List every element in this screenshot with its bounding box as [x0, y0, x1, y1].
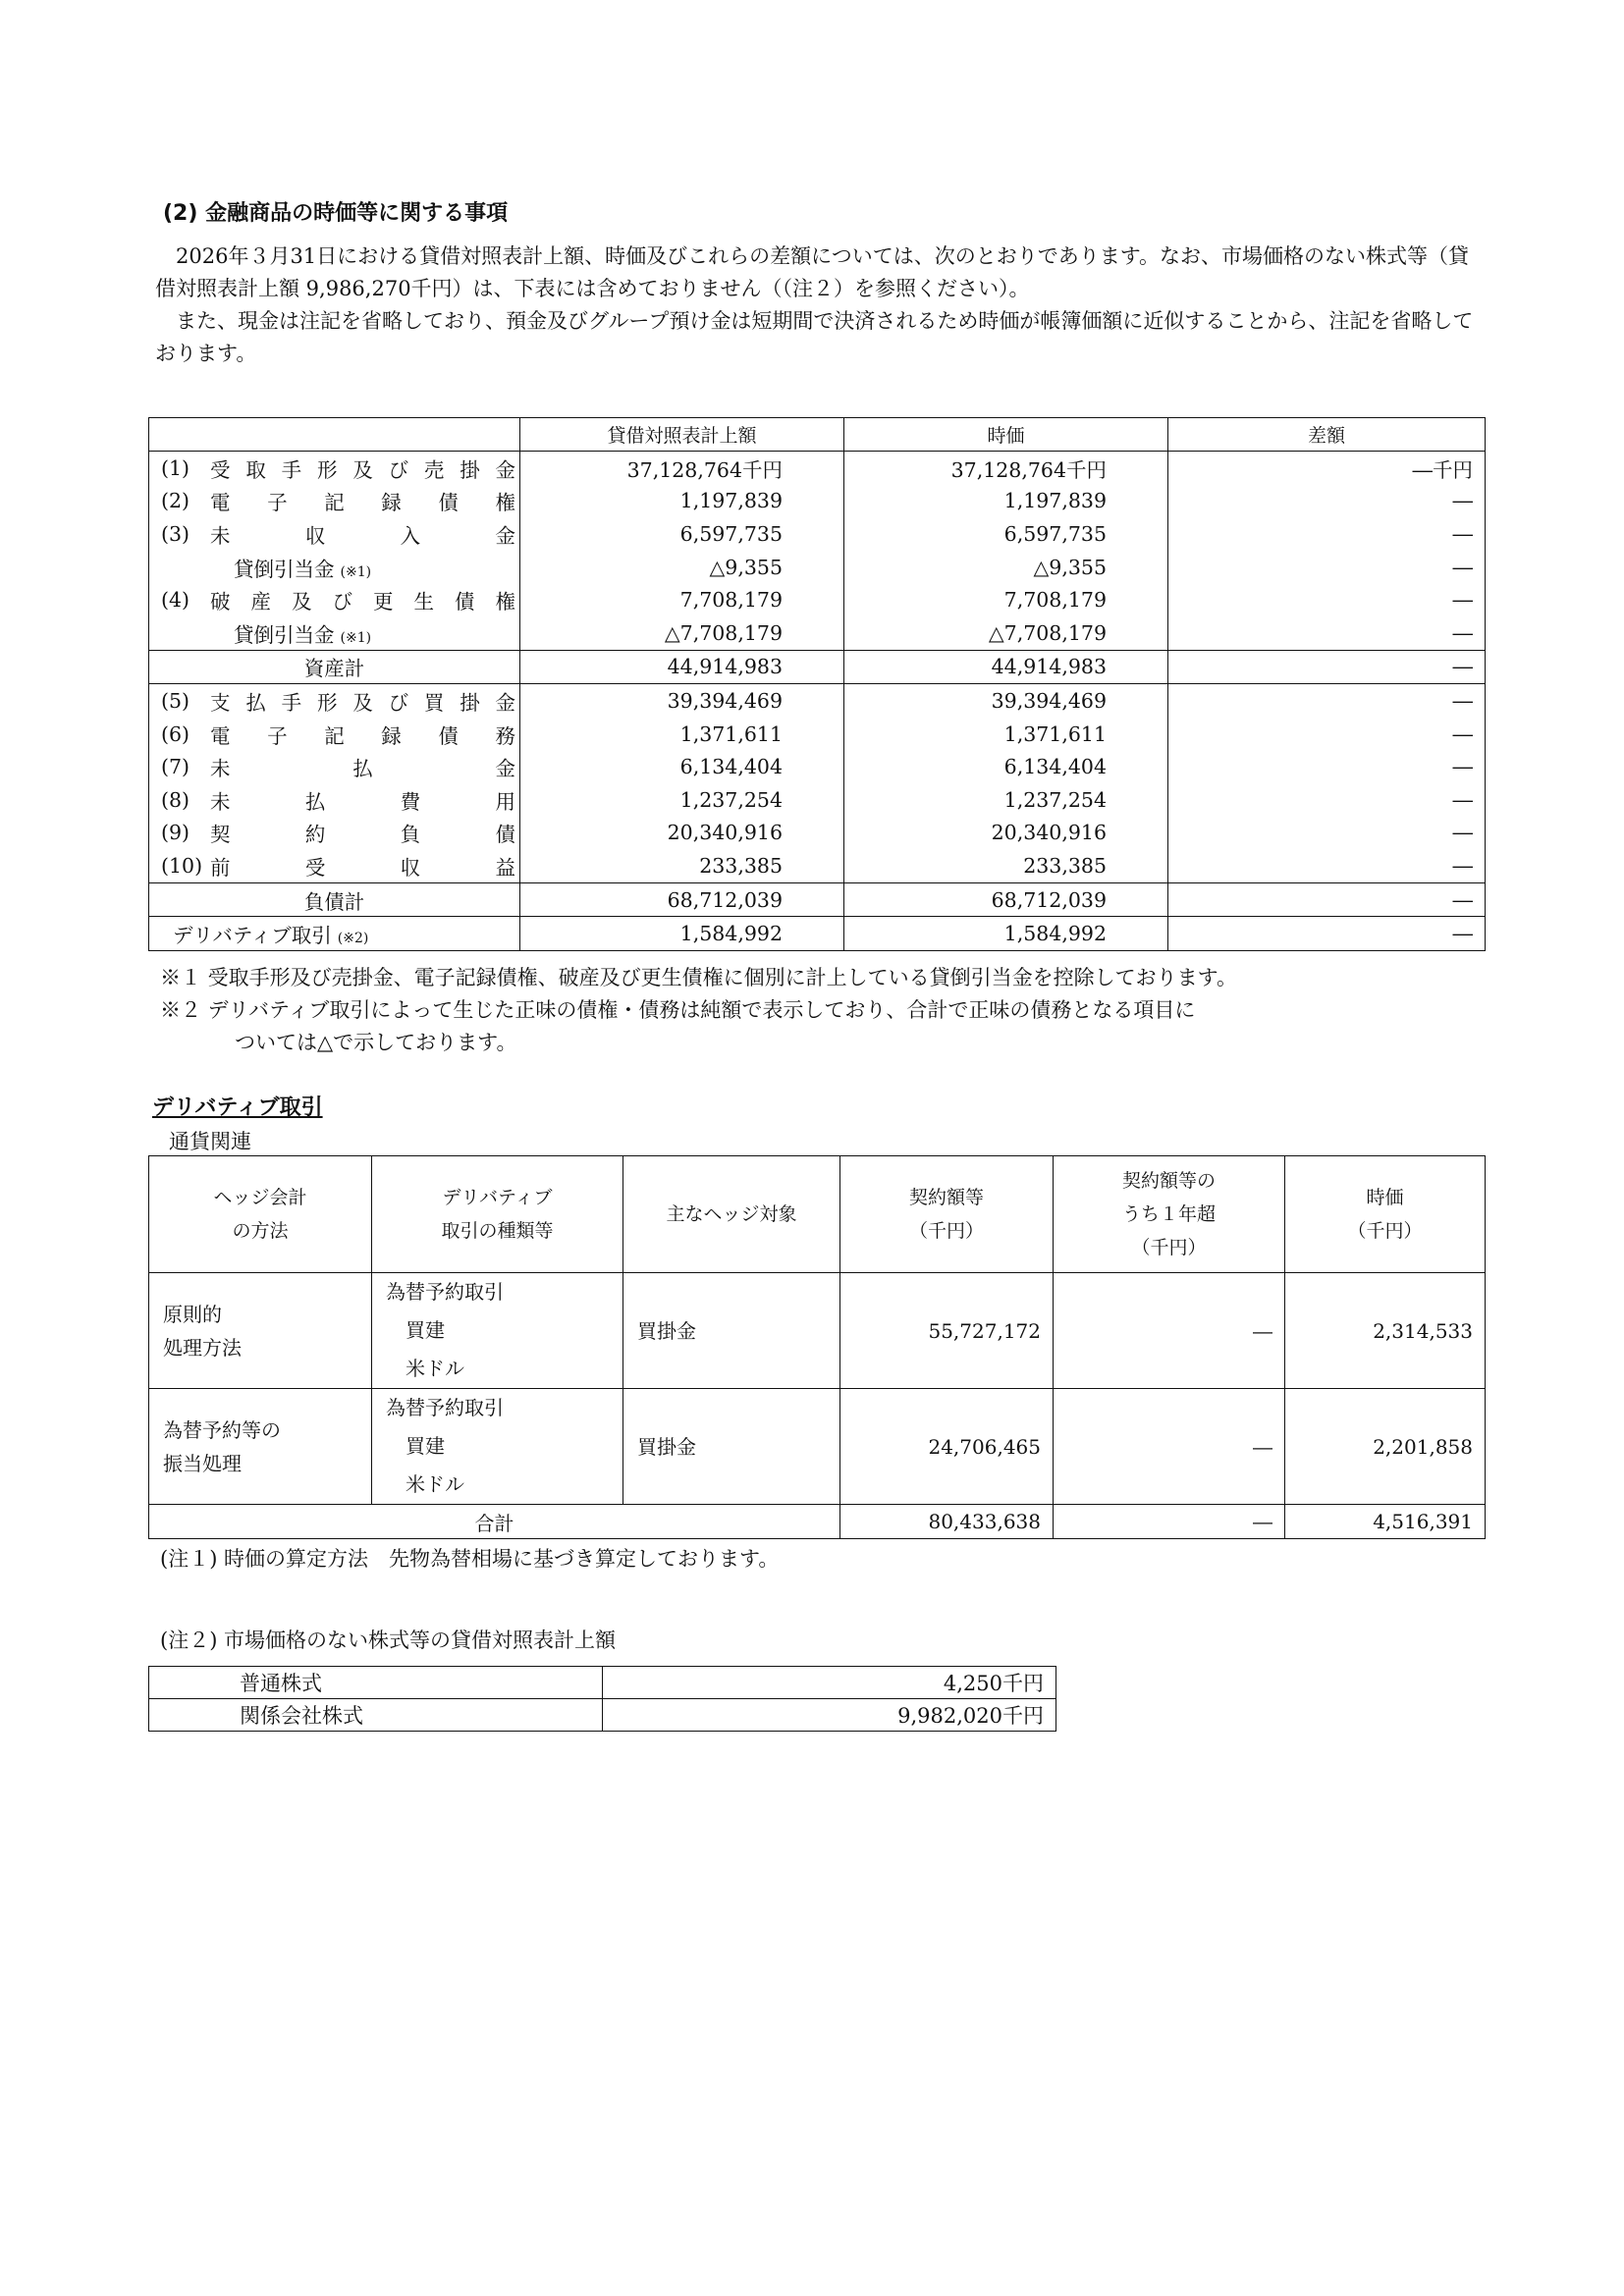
header-line: 契約額等: [908, 1187, 984, 1208]
note-1: ※１ 受取手形及び売掛金、電子記録債権、破産及び更生債権に個別に計上している貸倒引当金を控除しております。: [160, 966, 1237, 989]
row-number: (5): [161, 688, 190, 713]
label-char: 手: [281, 457, 302, 482]
row-label-cell: [149, 583, 520, 616]
difference-cell: ―: [1168, 551, 1486, 584]
label-char: 収: [304, 523, 326, 548]
header-line: デリバティブ: [442, 1187, 553, 1208]
derivatives-header-cell: [840, 1156, 1054, 1273]
row-label-cell: [149, 650, 520, 684]
difference-cell: ―: [1168, 849, 1486, 882]
row-label-wrap: [149, 452, 519, 485]
row-label-wrap: [149, 849, 519, 882]
book-value-cell: 6,134,404: [520, 750, 844, 783]
row-label-wrap: [149, 783, 519, 817]
label-char: 産: [250, 590, 271, 614]
label-char: 形: [316, 457, 338, 482]
difference-cell: ―: [1168, 882, 1486, 917]
label-char: 金: [495, 690, 515, 715]
table-row: [149, 718, 1486, 751]
label-char: 入: [400, 523, 421, 548]
table-row: [149, 917, 1486, 951]
fair-value-cell: 39,394,469: [844, 684, 1168, 718]
unlisted-row: [149, 1699, 1056, 1732]
derivatives-header-cell: [372, 1156, 623, 1273]
difference-cell: ―: [1168, 650, 1486, 684]
row-label-cell: [149, 684, 520, 718]
table-row: [149, 849, 1486, 882]
label-char: 費: [400, 789, 421, 814]
fair-value-cell: 6,597,735: [844, 517, 1168, 551]
fair-value-cell: 68,712,039: [844, 882, 1168, 917]
table-row: [149, 616, 1486, 650]
label-char: 用: [495, 789, 515, 814]
book-value-cell: 1,584,992: [520, 917, 844, 951]
book-value-cell: 20,340,916: [520, 817, 844, 850]
unlisted-table: [148, 1666, 1056, 1732]
label-char: 務: [495, 723, 515, 748]
label-char: 電: [210, 491, 231, 515]
row-label: [210, 686, 519, 716]
label-char: 破: [210, 590, 231, 614]
difference-cell: ―: [1168, 517, 1486, 551]
row-number: (8): [161, 787, 190, 812]
derivatives-row: [149, 1273, 1486, 1389]
difference-cell: ―千円: [1168, 452, 1486, 485]
hedge-method-line: 処理方法: [163, 1335, 242, 1360]
book-value-cell: 6,597,735: [520, 517, 844, 551]
row-label-wrap: [149, 718, 519, 751]
table-row: [149, 583, 1486, 616]
sub-label: 貸倒引当金: [234, 557, 335, 581]
label-char: 記: [324, 491, 345, 515]
label-char: 未: [210, 789, 231, 814]
row-label-cell: [149, 917, 520, 951]
difference-cell: ―: [1168, 817, 1486, 850]
derivatives-note-1: (注１) 時価の算定方法 先物為替相場に基づき算定しております。: [160, 1547, 780, 1571]
difference-cell: ―: [1168, 616, 1486, 650]
derivatives-subtitle: 通貨関連: [169, 1130, 251, 1153]
total-amount-cell: 80,433,638: [840, 1505, 1054, 1539]
difference-cell: ―: [1168, 485, 1486, 518]
table-row: [149, 517, 1486, 551]
fair-value-cell: 2,201,858: [1285, 1389, 1486, 1505]
derivative-type-line: 米ドル: [386, 1472, 464, 1496]
label-char: 債: [438, 491, 459, 515]
header-line: の方法: [232, 1220, 289, 1242]
intro-text-1: 2026年３月31日における貸借対照表計上額、時価及びこれらの差額については、次のとおりであります。なお、市場価格のない株式等（貸借対照表計上額 9,986,270千円）は、下表には含めておりません（（注２）を参照ください）。: [155, 244, 1470, 300]
row-label-cell: [149, 485, 520, 518]
over-one-year-cell: ―: [1054, 1273, 1285, 1389]
derivative-type-line: 買建: [386, 1318, 445, 1342]
row-number: (9): [161, 821, 190, 845]
label-char: 電: [210, 723, 231, 748]
book-value-cell: 39,394,469: [520, 684, 844, 718]
header-line: （千円）: [1131, 1237, 1207, 1258]
derivatives-header-cell: [623, 1156, 840, 1273]
book-value-cell: 1,371,611: [520, 718, 844, 751]
header-line: 時価: [1366, 1187, 1404, 1208]
label-char: 取: [245, 457, 266, 482]
book-value-cell: 7,708,179: [520, 583, 844, 616]
total-over-one-year-cell: ―: [1054, 1505, 1285, 1539]
intro-text-2: また、現金は注記を省略しており、預金及びグループ預け金は短期間で決済されるため時価が帳簿価額に近似することから、注記を省略しております。: [155, 309, 1474, 365]
total-row: [149, 650, 1486, 684]
label-char: 払: [304, 789, 326, 814]
row-number: (1): [161, 455, 190, 480]
book-value-cell: 1,237,254: [520, 783, 844, 817]
row-label: [210, 720, 519, 749]
label-char: 及: [352, 690, 373, 715]
fair-value-cell: 233,385: [844, 849, 1168, 882]
header-line: 取引の種類等: [441, 1220, 554, 1242]
header-cell: 差額: [1168, 418, 1486, 452]
row-number: (3): [161, 521, 190, 546]
hedge-target-cell: 買掛金: [623, 1273, 840, 1389]
label-char: 及: [292, 590, 312, 614]
fair-value-cell: 6,134,404: [844, 750, 1168, 783]
row-label: [210, 818, 519, 847]
fair-value-cell: 37,128,764千円: [844, 452, 1168, 485]
label-char: 払: [352, 757, 373, 781]
difference-cell: ―: [1168, 718, 1486, 751]
contract-amount-cell: 55,727,172: [840, 1273, 1054, 1389]
hedge-method-cell: [149, 1389, 372, 1505]
table-row: [149, 783, 1486, 817]
book-value-cell: 68,712,039: [520, 882, 844, 917]
hedge-method-line: 為替予約等の: [163, 1417, 281, 1442]
label-char: 録: [381, 491, 402, 515]
label-char: 記: [324, 723, 345, 748]
label-char: 掛: [460, 457, 480, 482]
row-label-wrap: [149, 485, 519, 518]
label-char: 未: [210, 757, 231, 781]
total-fair-value-cell: 4,516,391: [1285, 1505, 1486, 1539]
row-label: [210, 585, 519, 614]
fair-value-cell: 1,237,254: [844, 783, 1168, 817]
contract-amount-cell: 24,706,465: [840, 1389, 1054, 1505]
row-label-wrap: [149, 684, 519, 718]
label-char: 受: [210, 457, 231, 482]
row-label-cell: [149, 551, 520, 584]
fair-value-cell: 1,584,992: [844, 917, 1168, 951]
row-label: [210, 851, 519, 881]
total-label: 資産計: [303, 657, 365, 681]
row-label-cell: [149, 452, 520, 485]
label-char: 金: [495, 757, 515, 781]
derivatives-header-cell: [1285, 1156, 1486, 1273]
fair-value-cell: 1,197,839: [844, 485, 1168, 518]
label-char: 収: [400, 855, 421, 880]
table-notes: [160, 962, 1237, 1059]
book-value-cell: 44,914,983: [520, 650, 844, 684]
label-char: 未: [210, 523, 231, 548]
row-label: [210, 752, 519, 781]
fair-value-cell: 44,914,983: [844, 650, 1168, 684]
row-label: [210, 486, 519, 515]
label-char: 約: [304, 823, 326, 847]
hedge-method-cell: [149, 1273, 372, 1389]
intro-paragraph: [155, 240, 1481, 370]
label-char: 益: [495, 855, 515, 880]
row-label-cell: [149, 750, 520, 783]
stock-type-cell: 普通株式: [149, 1667, 603, 1699]
row-label-cell: [149, 783, 520, 817]
note-mark: (※1): [340, 563, 372, 580]
stock-type-cell: 関係会社株式: [149, 1699, 603, 1732]
label-char: 払: [245, 690, 266, 715]
row-label-wrap: [149, 517, 519, 551]
header-line: 主なヘッジ対象: [666, 1203, 797, 1225]
header-cell: 貸借対照表計上額: [520, 418, 844, 452]
row-label: [210, 785, 519, 815]
book-value-cell: △7,708,179: [520, 616, 844, 650]
over-one-year-cell: ―: [1054, 1389, 1285, 1505]
note-mark: (※1): [340, 629, 372, 646]
label-char: 債: [438, 723, 459, 748]
row-number: (2): [161, 489, 190, 513]
difference-cell: ―: [1168, 684, 1486, 718]
derivatives-total-row: [149, 1505, 1486, 1539]
stock-value-cell: 9,982,020千円: [603, 1699, 1056, 1732]
header-line: ヘッジ会計: [213, 1187, 307, 1208]
table-row: [149, 452, 1486, 485]
table-row: [149, 551, 1486, 584]
book-value-cell: 37,128,764千円: [520, 452, 844, 485]
derivative-type-line: 為替予約取引: [386, 1396, 504, 1419]
label-char: 売: [423, 457, 445, 482]
label-char: 債: [455, 590, 475, 614]
table-row: [149, 817, 1486, 850]
section-title: (2) 金融商品の時価等に関する事項: [163, 201, 509, 226]
row-label-cell: [149, 616, 520, 650]
header-line: 契約額等の: [1121, 1170, 1216, 1192]
label-char: 受: [304, 855, 326, 880]
total-label: 負債計: [303, 889, 365, 914]
label-char: 負: [400, 823, 421, 847]
label-char: び: [332, 590, 352, 614]
row-label: [210, 454, 519, 483]
total-row: [149, 882, 1486, 917]
label-char: 前: [210, 855, 231, 880]
unlisted-title: (注２) 市場価格のない株式等の貸借対照表計上額: [160, 1629, 617, 1652]
fair-value-cell: △7,708,179: [844, 616, 1168, 650]
table-row: [149, 485, 1486, 518]
row-label-wrap: [149, 750, 519, 783]
label-char: 権: [495, 590, 515, 614]
difference-cell: ―: [1168, 583, 1486, 616]
table-row: [149, 684, 1486, 718]
difference-cell: ―: [1168, 783, 1486, 817]
note-2b: ついては△で示しております。: [235, 1031, 517, 1054]
row-label-wrap: [149, 817, 519, 850]
label-char: 形: [316, 690, 338, 715]
label-char: 及: [352, 457, 373, 482]
total-label: 合計: [149, 1505, 840, 1539]
label-char: 掛: [460, 690, 480, 715]
row-label-cell: [149, 849, 520, 882]
derivative-type-line: 買建: [386, 1434, 445, 1458]
fair-value-cell: 7,708,179: [844, 583, 1168, 616]
table-header-row: [149, 418, 1486, 452]
label-char: 録: [381, 723, 402, 748]
fair-value-cell: 2,314,533: [1285, 1273, 1486, 1389]
label-char: 子: [267, 491, 288, 515]
book-value-cell: △9,355: [520, 551, 844, 584]
derivatives-title: デリバティブ取引: [152, 1095, 323, 1120]
header-line: うち１年超: [1121, 1203, 1216, 1225]
label-char: び: [388, 457, 409, 482]
unlisted-row: [149, 1667, 1056, 1699]
label-char: 買: [423, 690, 445, 715]
label-char: び: [388, 690, 409, 715]
row-label-wrap: [149, 583, 519, 616]
row-label: [210, 519, 519, 549]
fair-value-cell: 1,371,611: [844, 718, 1168, 751]
label-char: 子: [267, 723, 288, 748]
hedge-method-line: 振当処理: [163, 1451, 242, 1475]
row-label-cell: [149, 817, 520, 850]
difference-cell: ―: [1168, 750, 1486, 783]
row-label-cell: [149, 517, 520, 551]
label-char: 生: [413, 590, 434, 614]
row-label-cell: [149, 718, 520, 751]
sub-label-wrap: [149, 618, 519, 648]
fair-value-table: [148, 417, 1486, 951]
row-number: (7): [161, 755, 190, 779]
note-2a: ※２ デリバティブ取引によって生じた正味の債権・債務は純額で表示しており、合計で正味の債務となる項目に: [160, 998, 1196, 1022]
label-char: 手: [281, 690, 302, 715]
derivative-type-cell: [372, 1389, 623, 1505]
label-char: 金: [495, 523, 515, 548]
derivative-type-cell: [372, 1273, 623, 1389]
derivative-label: デリバティブ取引: [173, 924, 332, 948]
row-number: (10): [161, 853, 203, 878]
book-value-cell: 233,385: [520, 849, 844, 882]
derivatives-row: [149, 1389, 1486, 1505]
label-char: 更: [373, 590, 394, 614]
header-cell: 時価: [844, 418, 1168, 452]
header-line: （千円）: [1347, 1220, 1423, 1242]
derivative-type-line: 米ドル: [386, 1357, 464, 1380]
hedge-method-line: 原則的: [163, 1302, 222, 1326]
book-value-cell: 1,197,839: [520, 485, 844, 518]
label-char: 権: [495, 491, 515, 515]
sub-label-wrap: [149, 553, 519, 582]
note-mark: (※2): [337, 931, 369, 947]
derivatives-table: [148, 1155, 1486, 1539]
row-number: (4): [161, 588, 190, 613]
stock-value-cell: 4,250千円: [603, 1667, 1056, 1699]
sub-label: 貸倒引当金: [234, 622, 335, 647]
fair-value-cell: △9,355: [844, 551, 1168, 584]
fair-value-cell: 20,340,916: [844, 817, 1168, 850]
derivative-type-line: 為替予約取引: [386, 1280, 504, 1304]
table-row: [149, 750, 1486, 783]
derivatives-header-cell: [149, 1156, 372, 1273]
label-char: 支: [210, 690, 231, 715]
derivatives-header-cell: [1054, 1156, 1285, 1273]
label-char: 契: [210, 823, 231, 847]
row-label-cell: [149, 882, 520, 917]
header-line: （千円）: [908, 1220, 984, 1242]
derivatives-header-row: [149, 1156, 1486, 1273]
label-char: 金: [495, 457, 515, 482]
hedge-target-cell: 買掛金: [623, 1389, 840, 1505]
difference-cell: ―: [1168, 917, 1486, 951]
row-number: (6): [161, 721, 190, 746]
label-char: 債: [495, 823, 515, 847]
header-cell: [149, 418, 520, 452]
